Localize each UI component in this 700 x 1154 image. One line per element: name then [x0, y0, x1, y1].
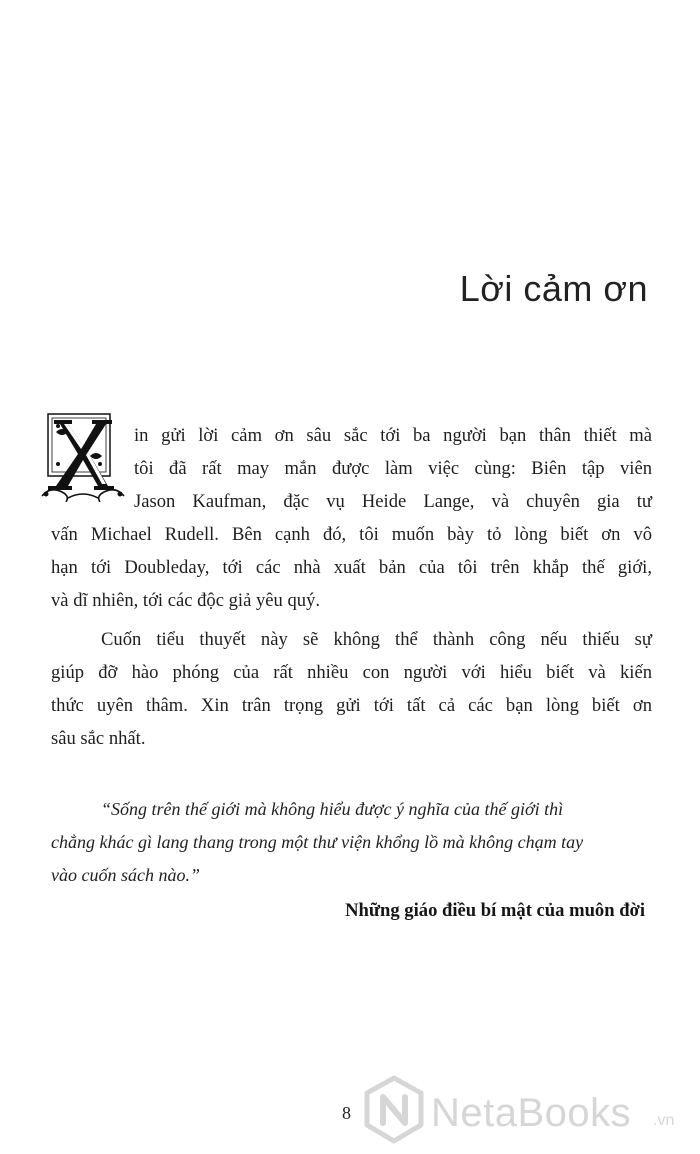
quote-line: vào cuốn sách nào.” [51, 865, 200, 885]
quote-source: Những giáo điều bí mật của muôn đời [345, 900, 645, 921]
quote-line: chẳng khác gì lang thang trong một thư viện khổng lồ mà không chạm tay [51, 832, 584, 852]
dropcap-x-icon [38, 412, 128, 502]
watermark [363, 1075, 688, 1150]
text-line: giúp đỡ hào phóng của rất nhiều con người với hiểu biết và kiến [51, 662, 652, 683]
text-line: hạn tới Doubleday, tới các nhà xuất bản của tôi trên khắp thế giới, [51, 557, 652, 578]
watermark-suffix: .vn [653, 1112, 675, 1129]
watermark-brand: NetaBooks [431, 1091, 632, 1135]
netabooks-logo-icon [363, 1075, 425, 1145]
page-number: 8 [342, 1103, 351, 1123]
text-line: Cuốn tiểu thuyết này sẽ không thể thành công nếu thiếu sự [101, 629, 652, 650]
dropcap-ornament [38, 412, 128, 502]
text-line: vấn Michael Rudell. Bên cạnh đó, tôi muốn bày tỏ lòng biết ơn vô [51, 524, 652, 545]
text-line: thức uyên thâm. Xin trân trọng gửi tới tất cả các bạn lòng biết ơn [51, 695, 652, 716]
text-line: sâu sắc nhất. [51, 728, 146, 749]
text-line: và dĩ nhiên, tới các độc giả yêu quý. [51, 590, 321, 611]
quote-line: “Sống trên thế giới mà không hiểu được ý nghĩa của thế giới thì [101, 799, 564, 819]
text-line: Jason Kaufman, đặc vụ Heide Lange, và chuyên gia tư [134, 491, 652, 512]
text-line: tôi đã rất may mắn được làm việc cùng: Biên tập viên [134, 458, 652, 479]
page-title: Lời cảm ơn [459, 268, 648, 309]
text-line: in gửi lời cảm ơn sâu sắc tới ba người bạn thân thiết mà [134, 425, 652, 446]
